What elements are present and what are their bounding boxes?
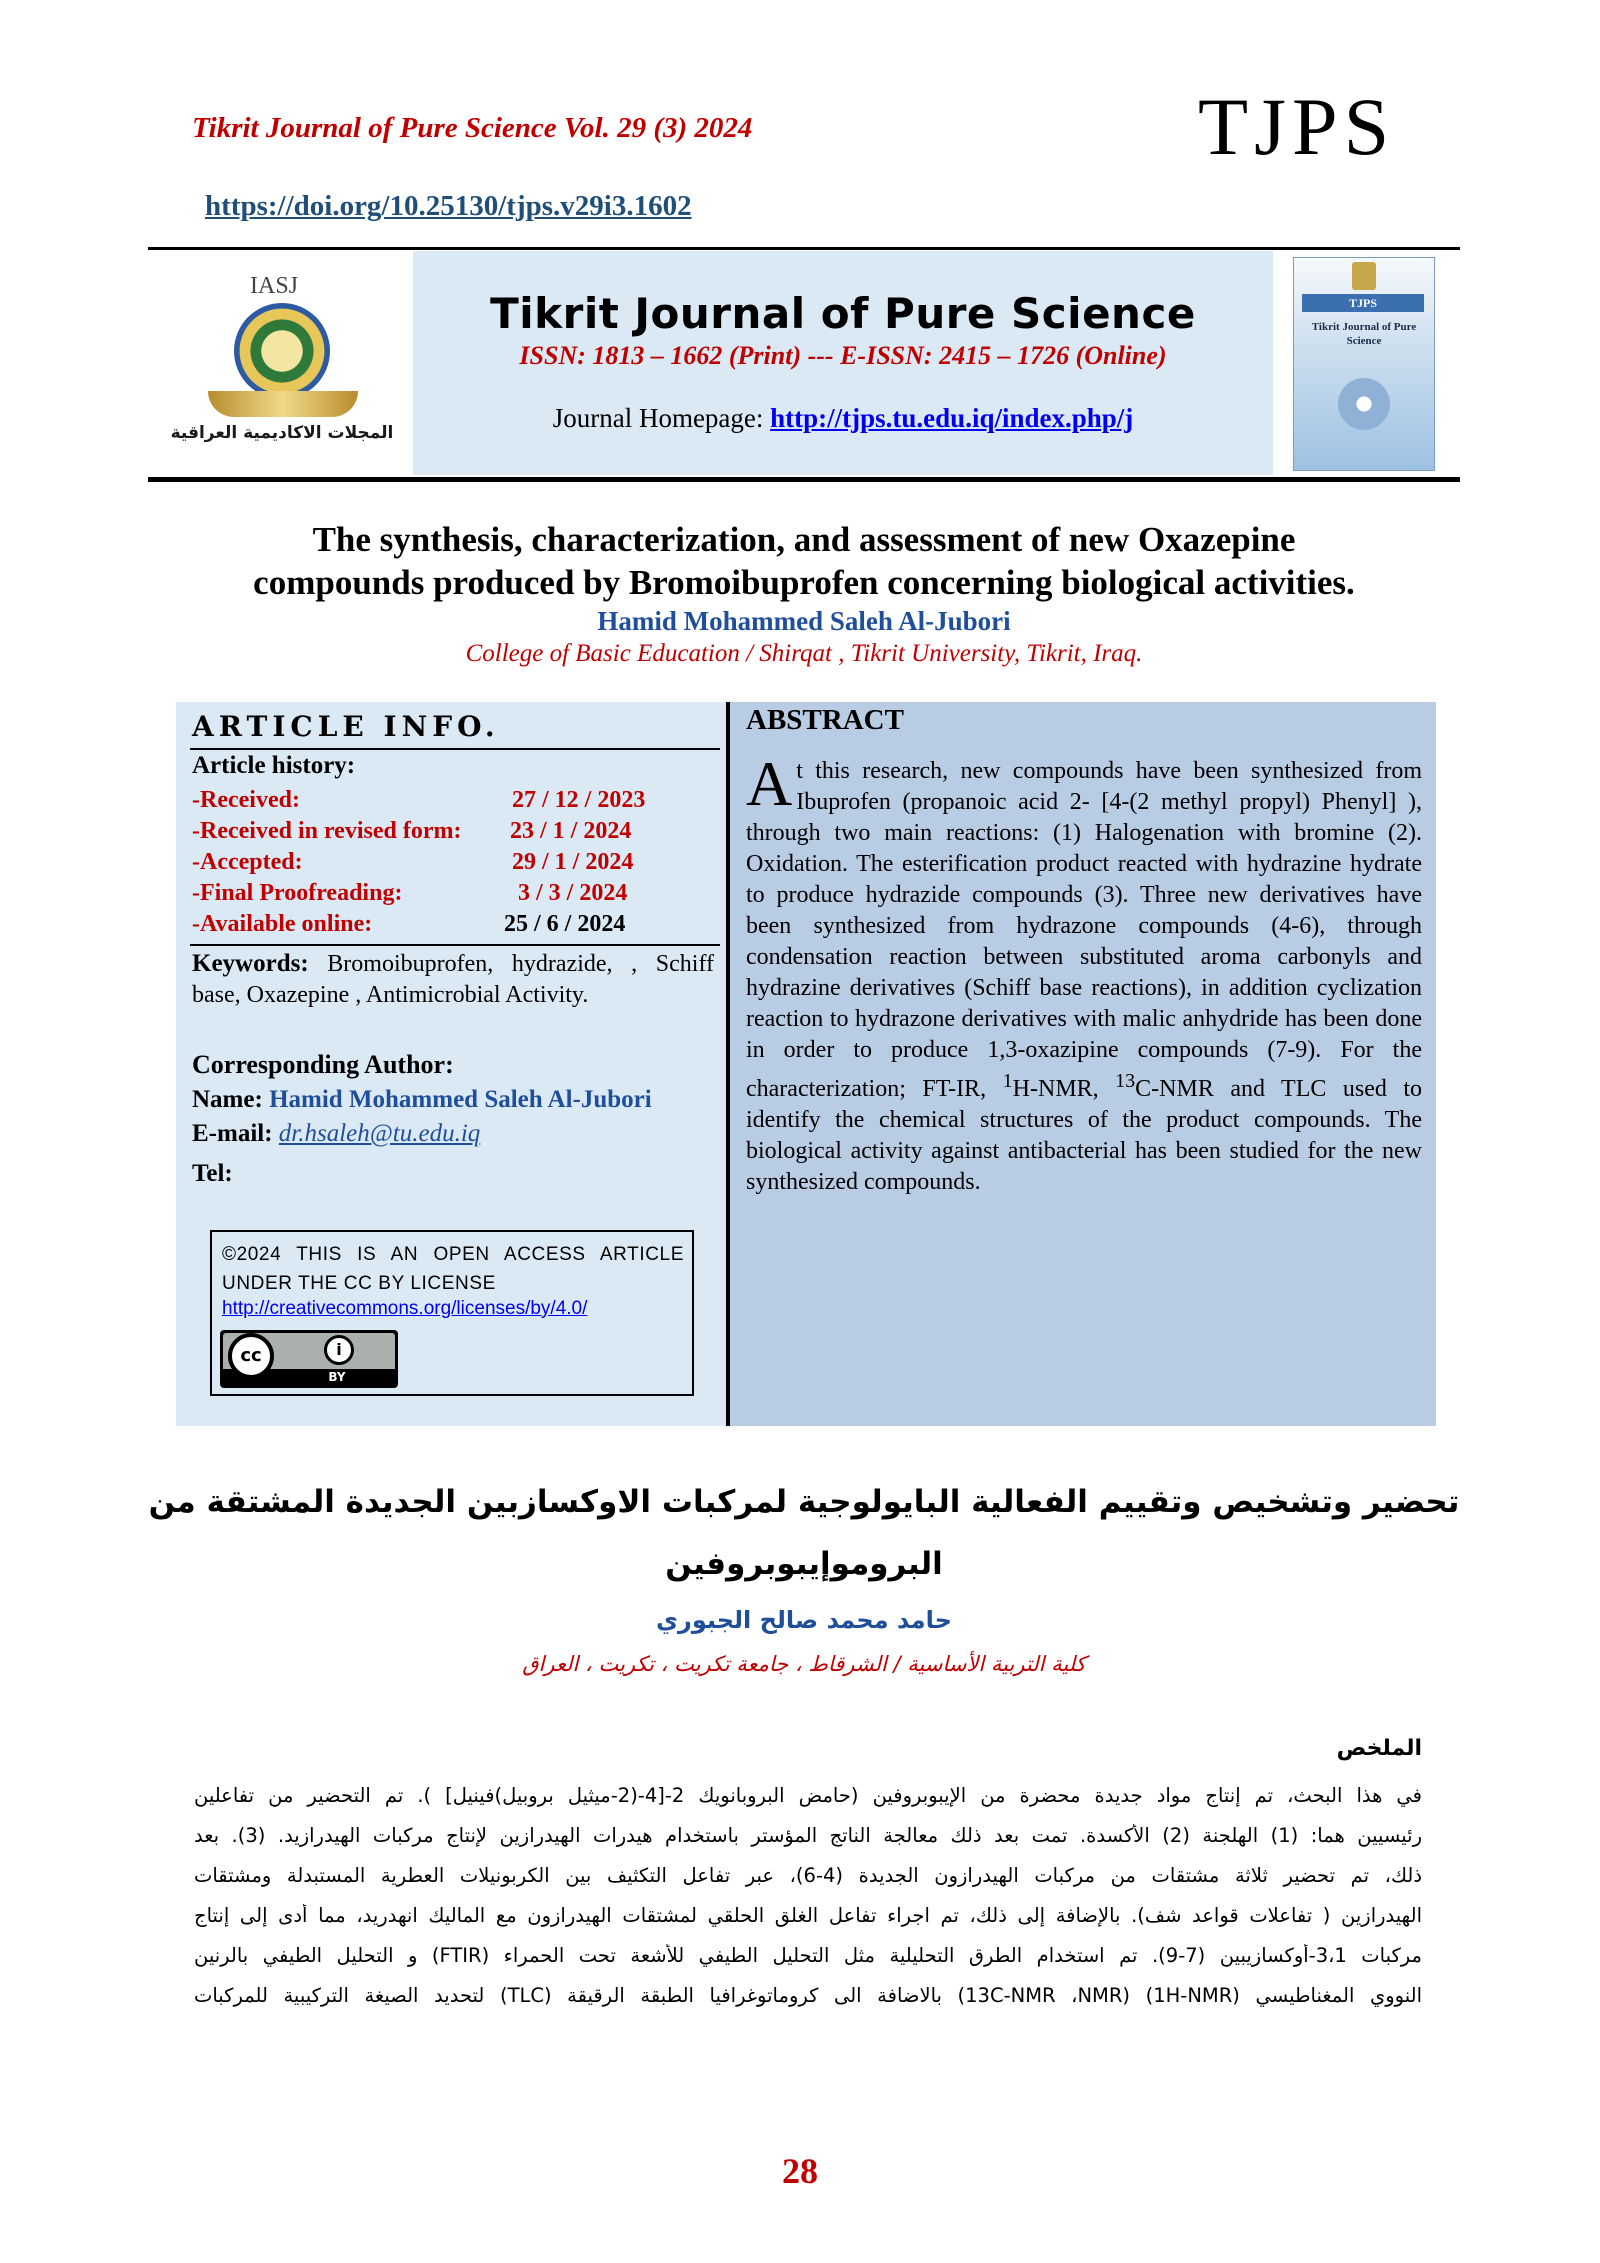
arabic-abstract-line: الهيدرازين ( تفاعلات قواعد شف). بالإضافة إلى ذلك، تم اجراء تفاعل الغلق الحلقي لمشتقات الهيدرازون مع الماليك انهدريد، مما أدى إلى إنتاج <box>194 1904 1422 1927</box>
email-link[interactable]: dr.hsaleh@tu.edu.iq <box>278 1120 481 1147</box>
journal-issue-line: Tikrit Journal of Pure Science Vol. 29 (3) 2024 <box>192 112 753 144</box>
history-row <box>192 880 692 910</box>
cover-emblem-icon <box>1352 262 1376 290</box>
email-label: E-mail: <box>192 1120 273 1147</box>
history-label: -Available online: <box>192 911 373 937</box>
arabic-abstract-line: رئيسيين هما: (1) الهلجنة (2) الأكسدة. تمت بعد ذلك معالجة الناتج المؤستر باستخدام هيدرات الهيدرازين لإنتاج مركبات الهيدرازيد. (3). بعد <box>194 1824 1422 1847</box>
license-link[interactable]: http://creativecommons.org/licenses/by/4.0/ <box>222 1298 588 1319</box>
arabic-abstract-line: النووي المغناطيسي (1H-NMR) (13C-NMR ،NMR) بالاضافة الى كروماتوغرافيا الطبقة الرقيقة (TLC) لتحديد الصيغة التركيبية للمركبات <box>194 1984 1422 2007</box>
corresponding-name <box>192 1086 652 1114</box>
history-row <box>192 787 692 817</box>
tel-label: Tel: <box>192 1160 233 1187</box>
history-date: 3 / 3 / 2024 <box>518 880 628 906</box>
iasj-logo-arabic: المجلات الاكاديمية العراقية <box>170 423 394 443</box>
name-value: Hamid Mohammed Saleh Al-Jubori <box>269 1086 652 1113</box>
arabic-abstract-heading: الملخص <box>1336 1736 1422 1761</box>
keywords-text: Bromoibuprofen, hydrazide, , Schiff base, Oxazepine , Antimicrobial Activity. <box>192 951 715 1008</box>
iasj-logo <box>148 251 413 475</box>
paper-affiliation: College of Basic Education / Shirqat , Tikrit University, Tikrit, Iraq. <box>465 640 1143 667</box>
homepage-link[interactable]: http://tjps.tu.edu.iq/index.php/j <box>770 403 1134 433</box>
cc-by-label: BY <box>328 1370 346 1384</box>
homepage-label: Journal Homepage: <box>552 403 764 433</box>
history-date: 23 / 1 / 2024 <box>510 818 632 844</box>
corresponding-email <box>192 1120 480 1148</box>
name-label: Name: <box>192 1086 263 1113</box>
masthead-bottom-rule <box>148 477 1460 482</box>
doi-link[interactable]: https://doi.org/10.25130/tjps.v29i3.1602 <box>205 190 692 222</box>
cover-tag: TJPS <box>1302 294 1424 312</box>
paper-author: Hamid Mohammed Saleh Al-Jubori <box>597 606 1011 636</box>
cover-image <box>1293 257 1435 471</box>
arabic-author: حامد محمد صالح الجبوري <box>656 1606 952 1634</box>
masthead-issn: ISSN: 1813 – 1662 (Print) --- E-ISSN: 2415 – 1726 (Online) <box>519 341 1167 370</box>
attribution-icon: i <box>324 1335 354 1365</box>
masthead-info <box>413 251 1273 475</box>
iasj-seal-icon <box>234 303 330 399</box>
history-label: -Accepted: <box>192 849 303 875</box>
cc-icon: cc <box>228 1333 274 1379</box>
journal-cover-thumbnail <box>1273 251 1460 475</box>
arabic-abstract-line: في هذا البحث، تم إنتاج مواد جديدة محضرة من الإيبوبروفين (حامض البروبانويك 2-[4-(2-ميثيل بروبيل)فينيل] ). تم التحضير من تفاعلين <box>194 1784 1422 1807</box>
history-label: -Received: <box>192 787 300 813</box>
license-box <box>210 1230 694 1396</box>
history-row <box>192 818 692 848</box>
journal-brand-logo: TJPS <box>1198 81 1396 172</box>
cover-journal-name: Tikrit Journal of Pure Science <box>1311 321 1417 347</box>
masthead-homepage <box>413 403 1273 434</box>
page-number: 28 <box>782 2151 818 2191</box>
keywords <box>192 948 714 1011</box>
masthead-journal-title: Tikrit Journal of Pure Science <box>490 289 1196 338</box>
corresponding-author-label: Corresponding Author: <box>192 1050 454 1079</box>
masthead-band <box>148 251 1460 475</box>
license-text: ©2024 THIS IS AN OPEN ACCESS ARTICLE UNDER THE CC BY LICENSE <box>222 1244 684 1294</box>
paper-title-line-1: The synthesis, characterization, and assessment of new Oxazepine <box>312 520 1296 559</box>
open-book-icon <box>208 391 358 417</box>
paper-title-line-2: compounds produced by Bromoibuprofen concerning biological activities. <box>253 563 1355 602</box>
history-date: 29 / 1 / 2024 <box>512 849 634 875</box>
info-rule-mid <box>190 944 720 946</box>
arabic-abstract-line: مركبات 3،1-أوكسازيبين (7-9). تم استخدام الطرق التحليلية مثل التحليل الطيفي للأشعة تحت الحمراء (FTIR) و التحليل الطيفي بالرنين <box>194 1944 1422 1967</box>
masthead-top-rule <box>148 247 1460 250</box>
history-label: -Final Proofreading: <box>192 880 403 906</box>
abstract-dropcap: A <box>746 748 793 819</box>
keywords-label: Keywords: <box>192 950 309 977</box>
cover-graphic <box>1338 378 1390 430</box>
history-title: Article history: <box>192 752 356 779</box>
iasj-logo-text: IASJ <box>250 273 299 299</box>
article-info-heading: ARTICLE INFO. <box>192 710 500 743</box>
history-date: 27 / 12 / 2023 <box>512 787 646 813</box>
arabic-abstract-line: ذلك، تم تحضير ثلاثة مشتقات من مركبات الهيدرازون الجديدة (4-6)، عبر تفاعل التكثيف بين الكربونيلات العطرية المستبدلة ومشتقات <box>194 1864 1422 1887</box>
history-row <box>192 911 692 941</box>
cc-by-badge-icon <box>220 1330 398 1388</box>
arabic-title-line-2: البروموإيبوبروفين <box>665 1546 943 1582</box>
arabic-affiliation: كلية التربية الأساسية / الشرقاط ، جامعة تكريت ، تكريت ، العراق <box>522 1652 1086 1676</box>
info-rule-top <box>190 748 720 750</box>
history-date: 25 / 6 / 2024 <box>504 911 626 937</box>
history-label: -Received in revised form: <box>192 818 462 844</box>
abstract-heading: ABSTRACT <box>746 704 904 736</box>
abstract-text: At this research, new compounds have been synthesized from Ibuprofen (propanoic acid 2- [4-(2 methyl propyl) Phenyl] ), through two main reactions: (1) Halogenation with bromine (2). Oxidation. The esterification product reacted with hydrazine hydrate to produce hydrazide compounds (3). Three new derivatives have been synthesized from hydrazone compounds (4-6), through condensation reaction between substituted aroma carbonyls and hydrazine derivatives (Schiff base reactions), in addition cyclization reaction to hydrazone derivatives with malic anhydride has been done in order to produce 1,3-oxazipine compounds (7-9). For the characterization; FT-IR, $^1$H-NMR, $^{13}$C-NMR and TLC used to identify the chemical structures of the product compounds. The biological activity against antibacterial has been studied for the new synthesized compounds. <box>746 748 1423 1195</box>
arabic-title-line-1: تحضير وتشخيص وتقييم الفعالية البايولوجية لمركبات الاوكسازبين الجديدة المشتقة من <box>148 1484 1460 1520</box>
column-divider <box>726 702 730 1426</box>
history-row <box>192 849 692 879</box>
